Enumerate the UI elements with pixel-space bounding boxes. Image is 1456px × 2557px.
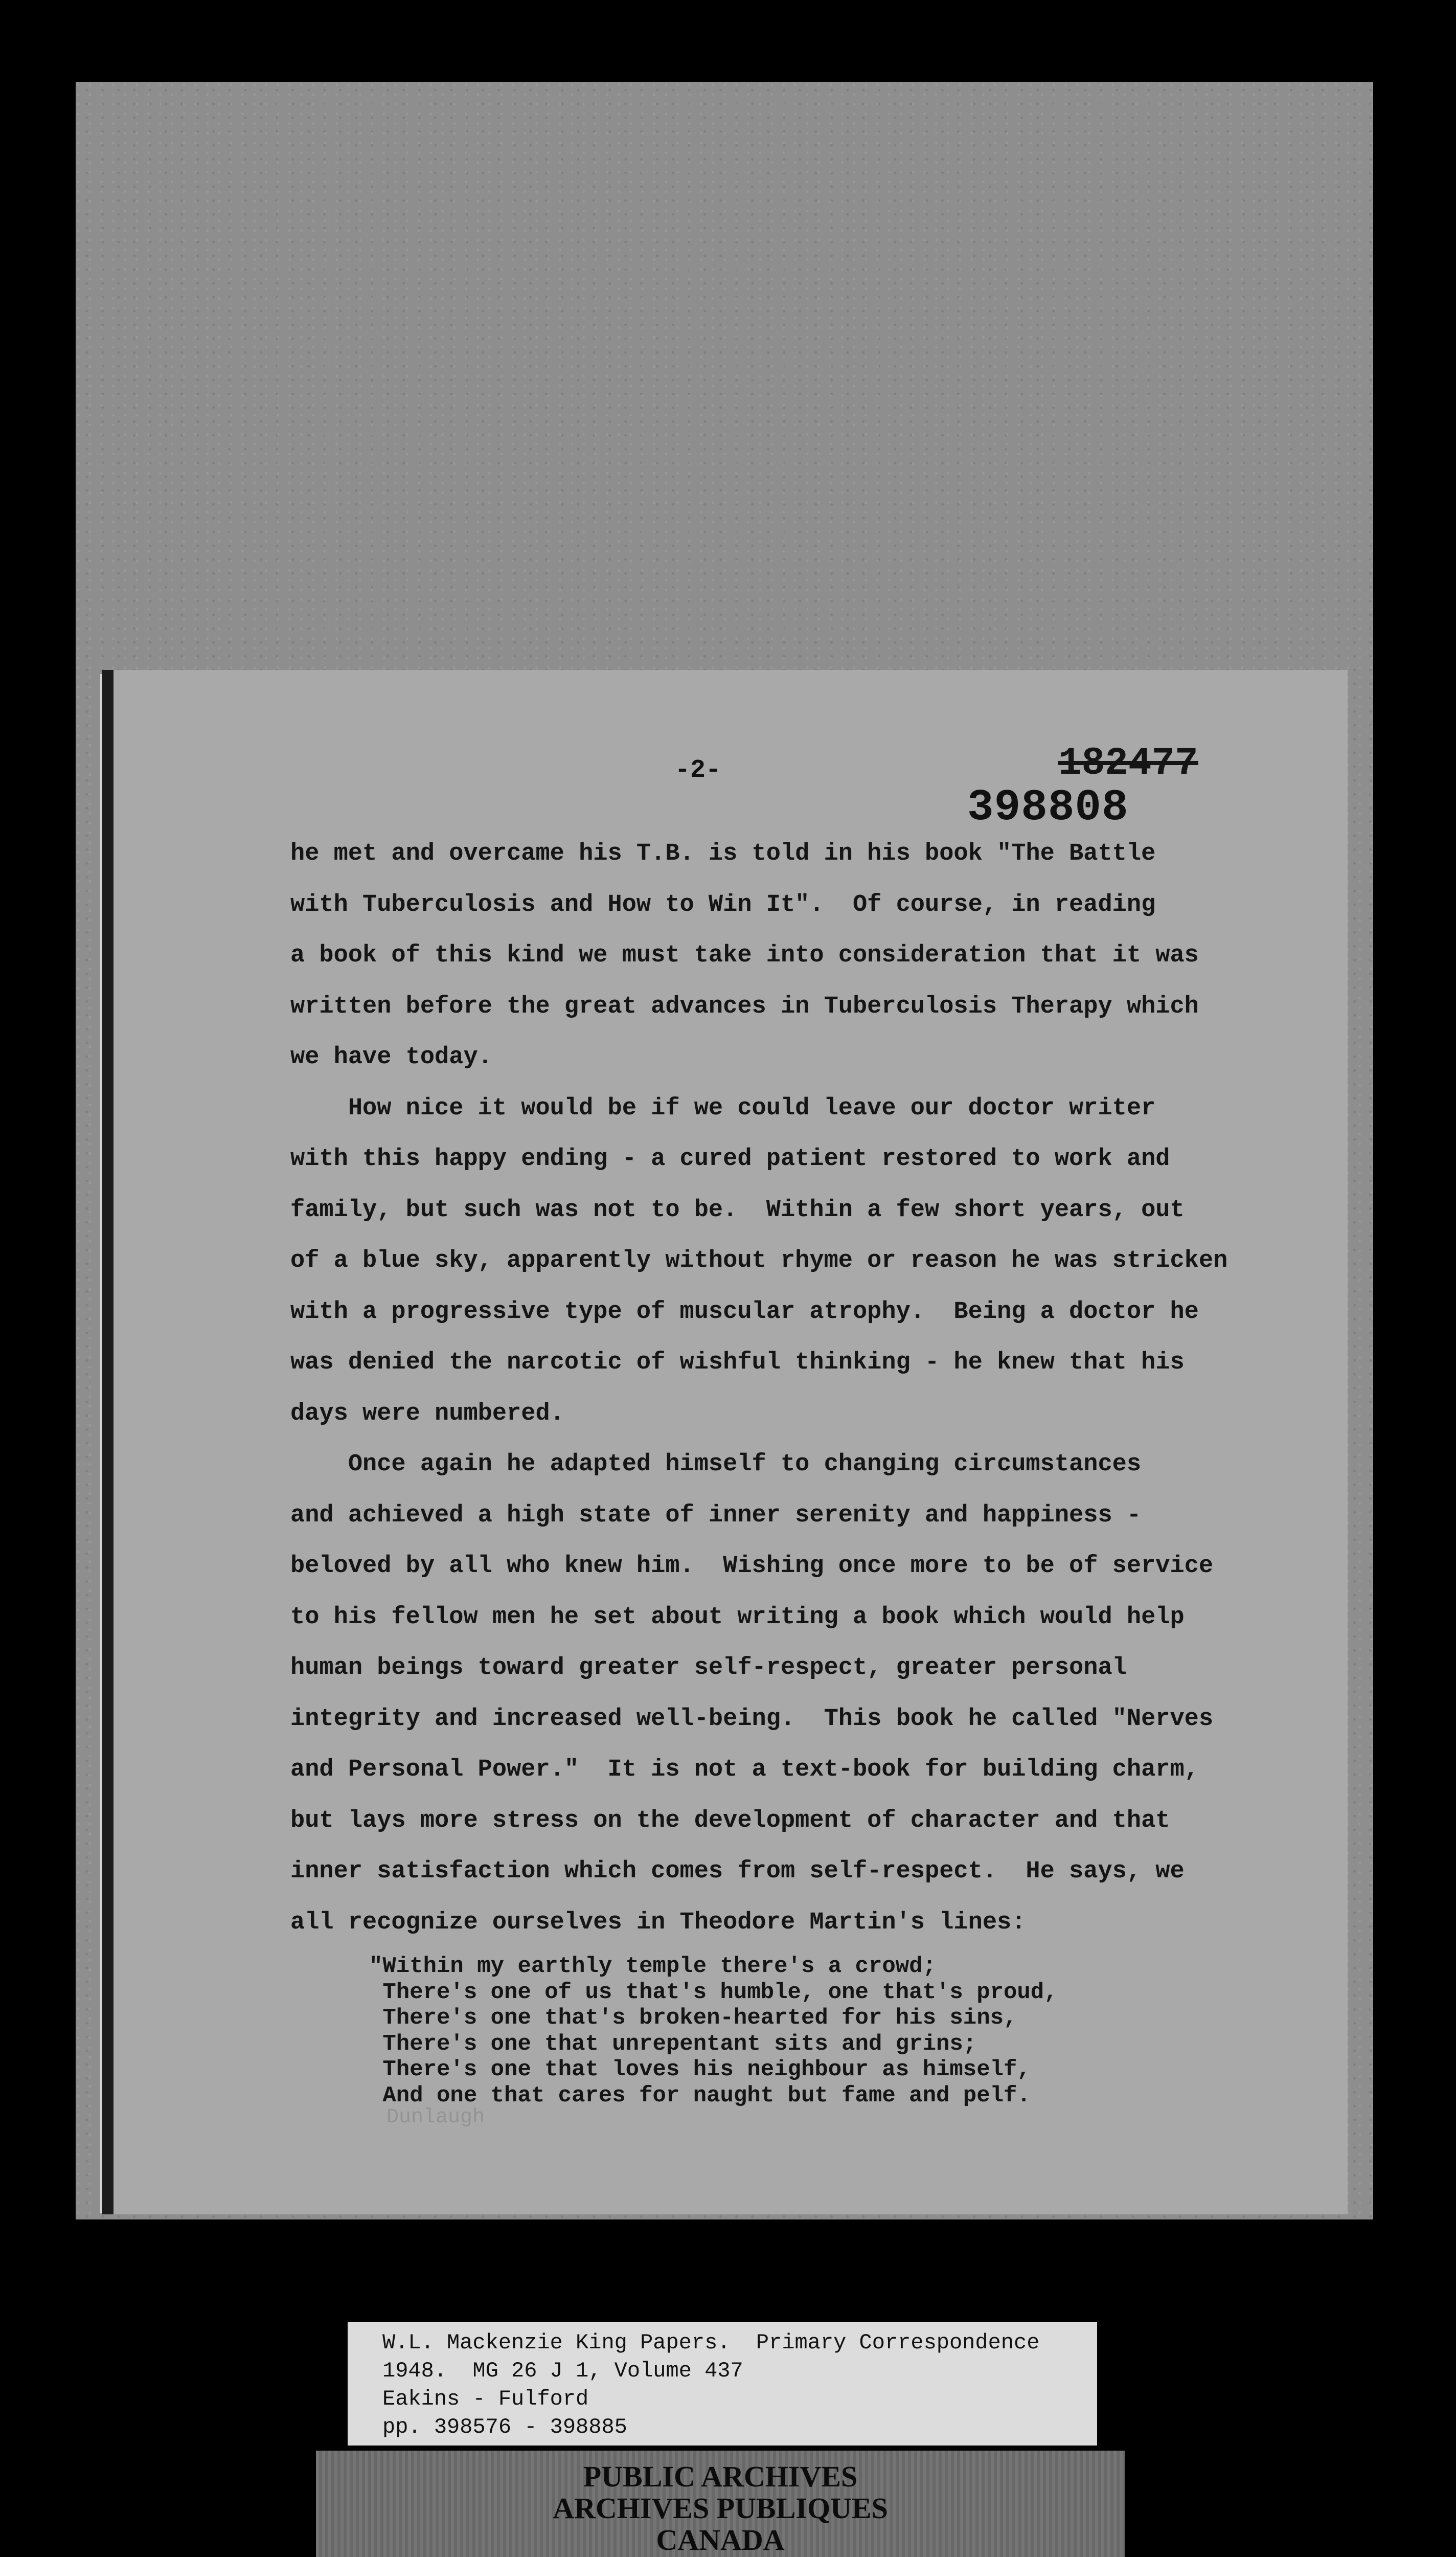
body-line: he met and overcame his T.B. is told in his book "The Battle <box>290 840 1156 867</box>
body-line: all recognize ourselves in Theodore Martin's lines: <box>290 1909 1026 1936</box>
poem-quote <box>369 1954 1187 2109</box>
body-line: but lays more stress on the development of character and that <box>290 1807 1170 1834</box>
body-line: of a blue sky, apparently without rhyme or reason he was stricken <box>290 1247 1228 1274</box>
poem-line: There's one that loves his neighbour as himself, <box>369 2057 1031 2082</box>
body-text <box>290 828 1303 1948</box>
archives-band-line: CANADA <box>656 2523 785 2556</box>
stamp-number: 398808 <box>967 782 1129 833</box>
body-line: family, but such was not to be. Within a few short years, out <box>290 1196 1185 1224</box>
body-line: Once again he adapted himself to changing circumstances <box>290 1451 1142 1478</box>
sheet-edge <box>100 674 108 2213</box>
archive-label-line: W.L. Mackenzie King Papers. Primary Correspondence <box>382 2330 1040 2355</box>
body-line: human beings toward greater self-respect, greater personal <box>290 1654 1127 1681</box>
poem-line: And one that cares for naught but fame and pelf. <box>369 2082 1031 2109</box>
body-line: written before the great advances in Tuberculosis Therapy which <box>290 993 1199 1020</box>
body-line: with this happy ending - a cured patient restored to work and <box>290 1146 1170 1173</box>
faint-note: Dunlaugh <box>386 2106 485 2129</box>
body-line: we have today. <box>290 1044 492 1071</box>
poem-line: "Within my earthly temple there's a crowd; <box>369 1954 936 1979</box>
poem-line: There's one that unrepentant sits and grins; <box>369 2031 977 2057</box>
archive-label-line: pp. 398576 - 398885 <box>382 2415 627 2439</box>
archive-label-line: 1948. MG 26 J 1, Volume 437 <box>382 2359 743 2383</box>
body-line: days were numbered. <box>290 1400 564 1427</box>
body-line: to his fellow men he set about writing a book which would help <box>290 1603 1185 1631</box>
body-line: with a progressive type of muscular atrophy. Being a doctor he <box>290 1298 1199 1326</box>
body-line: beloved by all who knew him. Wishing once more to be of service <box>290 1553 1214 1580</box>
body-line: and achieved a high state of inner serenity and happiness - <box>290 1501 1142 1529</box>
body-line: How nice it would be if we could leave our doctor writer <box>290 1094 1156 1122</box>
stamp-old-number: 182477 <box>1058 742 1198 786</box>
archive-label <box>348 2322 1097 2446</box>
body-line: inner satisfaction which comes from self-respect. He says, we <box>290 1858 1185 1885</box>
body-line: a book of this kind we must take into consideration that it was <box>290 942 1199 969</box>
poem-line: There's one that's broken-hearted for his sins, <box>369 2005 1017 2031</box>
archives-band <box>316 2451 1125 2557</box>
archives-band-line: ARCHIVES PUBLIQUES <box>553 2492 888 2525</box>
body-line: with Tuberculosis and How to Win It". Of course, in reading <box>290 891 1156 918</box>
body-line: was denied the narcotic of wishful thinking - he knew that his <box>290 1349 1185 1376</box>
archive-label-line: Eakins - Fulford <box>382 2387 589 2411</box>
poem-line: There's one of us that's humble, one that's proud, <box>369 1979 1058 2005</box>
page-number: -2- <box>675 756 721 785</box>
archives-band-line: PUBLIC ARCHIVES <box>583 2460 858 2493</box>
body-line: and Personal Power." It is not a text-book for building charm, <box>290 1756 1199 1783</box>
body-line: integrity and increased well-being. This book he called "Nerves <box>290 1705 1214 1733</box>
